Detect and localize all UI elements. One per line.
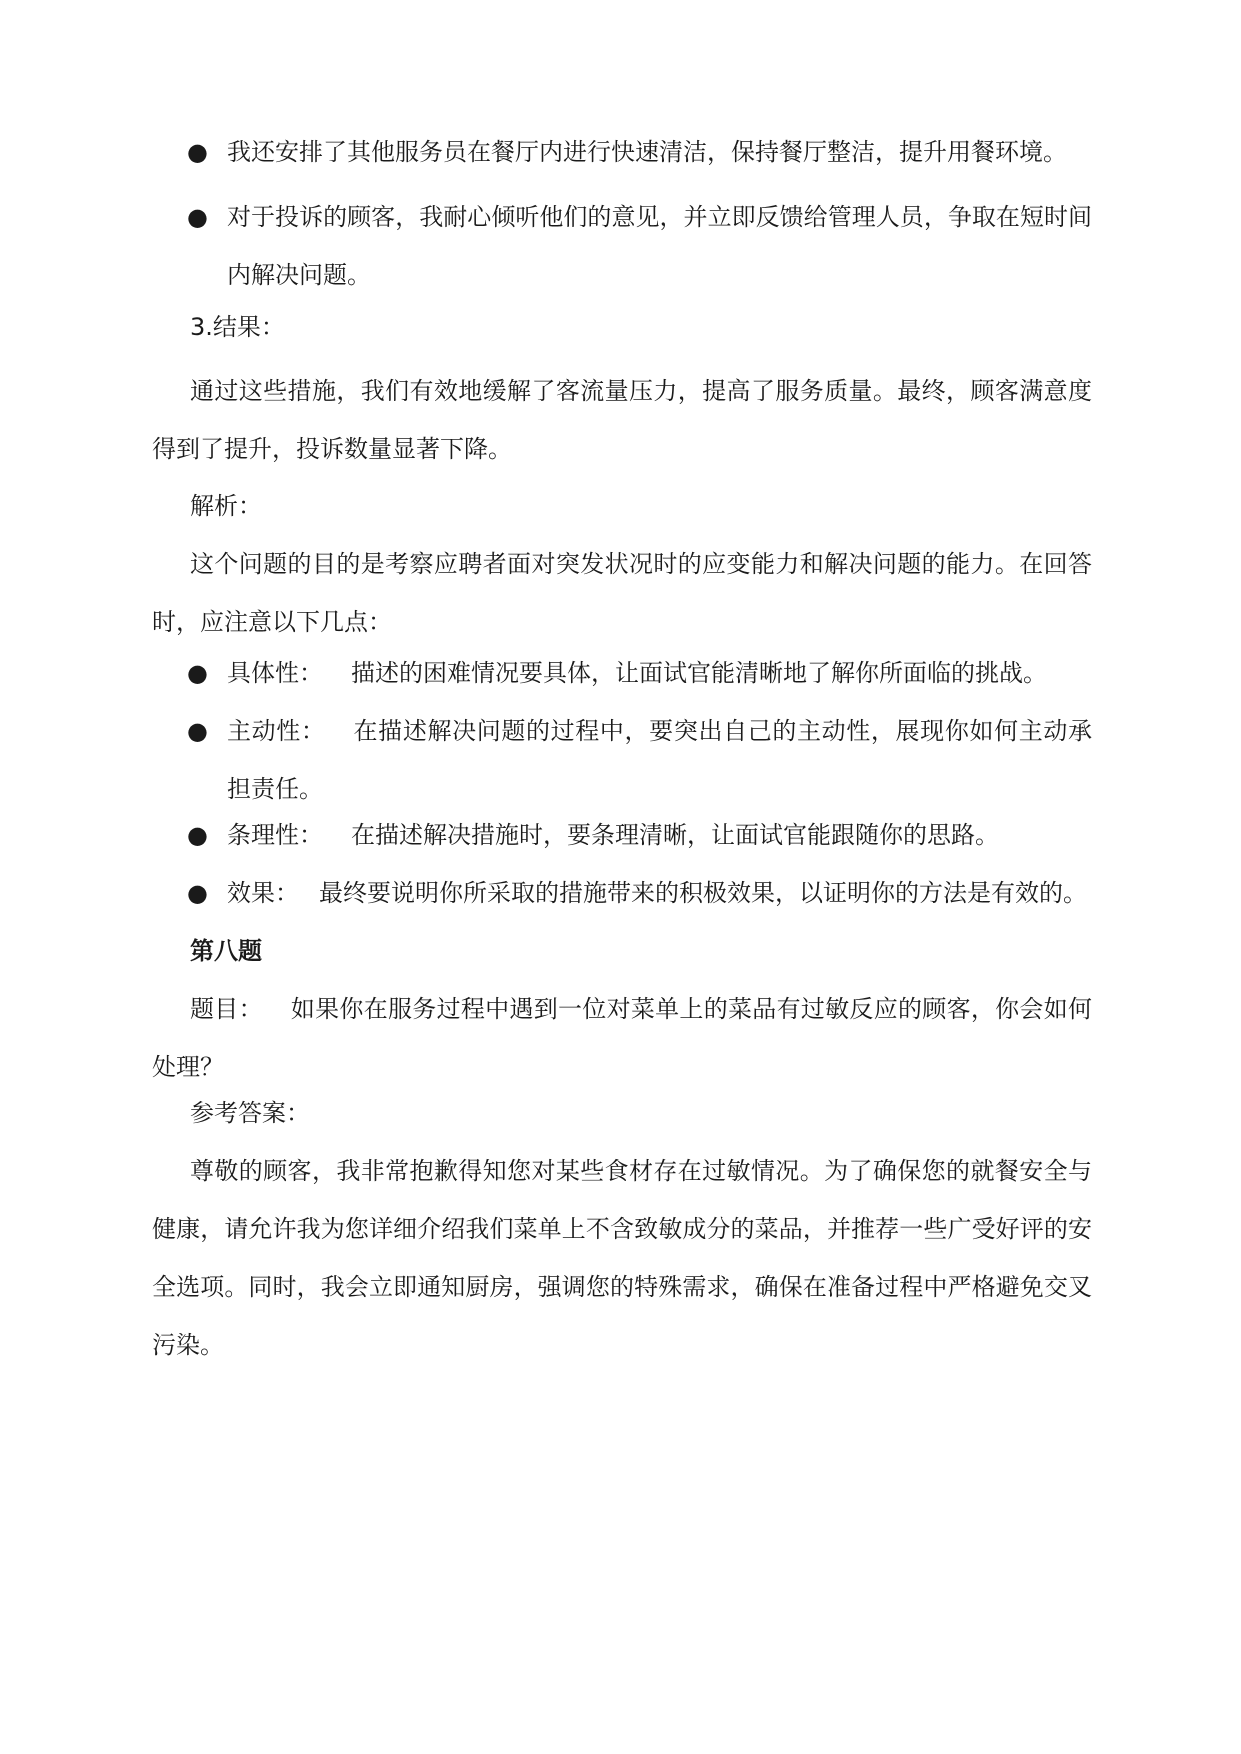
point-text: 最终要说明你所采取的措施带来的积极效果，以证明你的方法是有效的。 [319,879,1087,907]
answer-label: 参考答案： [190,1099,310,1127]
point-key: 条理性： [227,821,323,849]
question-paragraph [152,980,1092,1097]
paragraph: 这个问题的目的是考察应聘者面对突发状况时的应变能力和解决问题的能力。在回答时，应注意以下几点： [152,550,1092,636]
bullet-icon: ● [187,659,208,687]
answer-paragraph: 尊敬的顾客，我非常抱歉得知您对某些食材存在过敏情况。为了确保您的就餐安全与健康，请允许我为您详细介绍我们菜单上不含致敏成分的菜品，并推荐一些广受好评的安全选项。同时，我会立即通知厨房，强调您的特殊需求，确保在准备过程中严格避免交叉污染。 [152,1157,1092,1359]
bullet-icon: ● [187,879,208,907]
bullet-icon: ● [187,821,208,849]
document-page [152,136,1092,1382]
point-key: 效果： [227,879,299,907]
paragraph: 通过这些措施，我们有效地缓解了客流量压力，提高了服务质量。最终，顾客满意度得到了提升，投诉数量显著下降。 [152,377,1092,463]
section-label: 解析： [190,492,262,520]
list-item [152,877,1092,935]
point-text: 描述的困难情况要具体，让面试官能清晰地了解你所面临的挑战。 [351,659,1047,687]
bullet-icon: ● [187,717,208,745]
list-item [152,702,1092,819]
question-label: 题目： [190,995,263,1023]
point-text: 在描述解决问题的过程中，要突出自己的主动性，展现你如何主动承担责任。 [227,717,1092,803]
point-key: 具体性： [227,659,323,687]
bullet-icon: ● [187,203,208,231]
point-key: 主动性： [227,717,326,745]
list-item [152,819,1092,877]
list-item [152,188,1092,311]
point-text: 在描述解决措施时，要条理清晰，让面试官能跟随你的思路。 [351,821,999,849]
question-heading: 第八题 [190,937,262,965]
bullet-text: 对于投诉的顾客，我耐心倾听他们的意见，并立即反馈给管理人员，争取在短时间内解决问题。 [227,203,1092,289]
section-heading: 3.结果： [190,313,285,341]
bullet-icon: ● [187,138,208,166]
bullet-text: 我还安排了其他服务员在餐厅内进行快速清洁，保持餐厅整洁，提升用餐环境。 [227,138,1067,166]
question-text: 如果你在服务过程中遇到一位对菜单上的菜品有过敏反应的顾客，你会如何处理？ [152,995,1092,1081]
